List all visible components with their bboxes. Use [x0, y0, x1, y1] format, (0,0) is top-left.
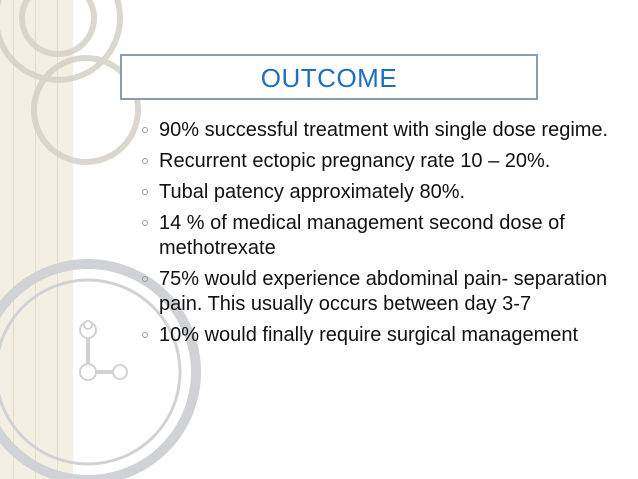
- bullet-text: 75% would experience abdominal pain- separation pain. This usually occurs between day 3-7: [159, 268, 608, 315]
- slide-title: OUTCOME: [260, 63, 398, 93]
- concentric-circles-icon: [0, 0, 138, 162]
- bullet-item: [142, 118, 622, 143]
- bullet-text: Tubal patency approximately 80%.: [159, 181, 466, 203]
- bullet-text: 90% successful treatment with single dose regime.: [159, 119, 609, 141]
- bullet-marker-icon: [142, 127, 148, 133]
- bullet-marker-icon: [142, 220, 148, 226]
- bullet-marker-icon: [142, 332, 148, 338]
- bullet-marker-icon: [142, 158, 148, 164]
- bullet-text: Recurrent ectopic pregnancy rate 10 – 20%.: [159, 150, 551, 172]
- bullet-marker-icon: [142, 189, 148, 195]
- bullet-item: [142, 267, 622, 317]
- bullet-marker-icon: [142, 276, 148, 282]
- bullet-list: [142, 118, 622, 354]
- bullet-text: 10% would finally require surgical management: [159, 324, 579, 346]
- bullet-item: [142, 180, 622, 205]
- bullet-item: [142, 323, 622, 348]
- bullet-text: 14 % of medical management second dose of methotrexate: [159, 212, 565, 259]
- bullet-item: [142, 211, 622, 261]
- bullet-item: [142, 149, 622, 174]
- title-box: [120, 54, 538, 100]
